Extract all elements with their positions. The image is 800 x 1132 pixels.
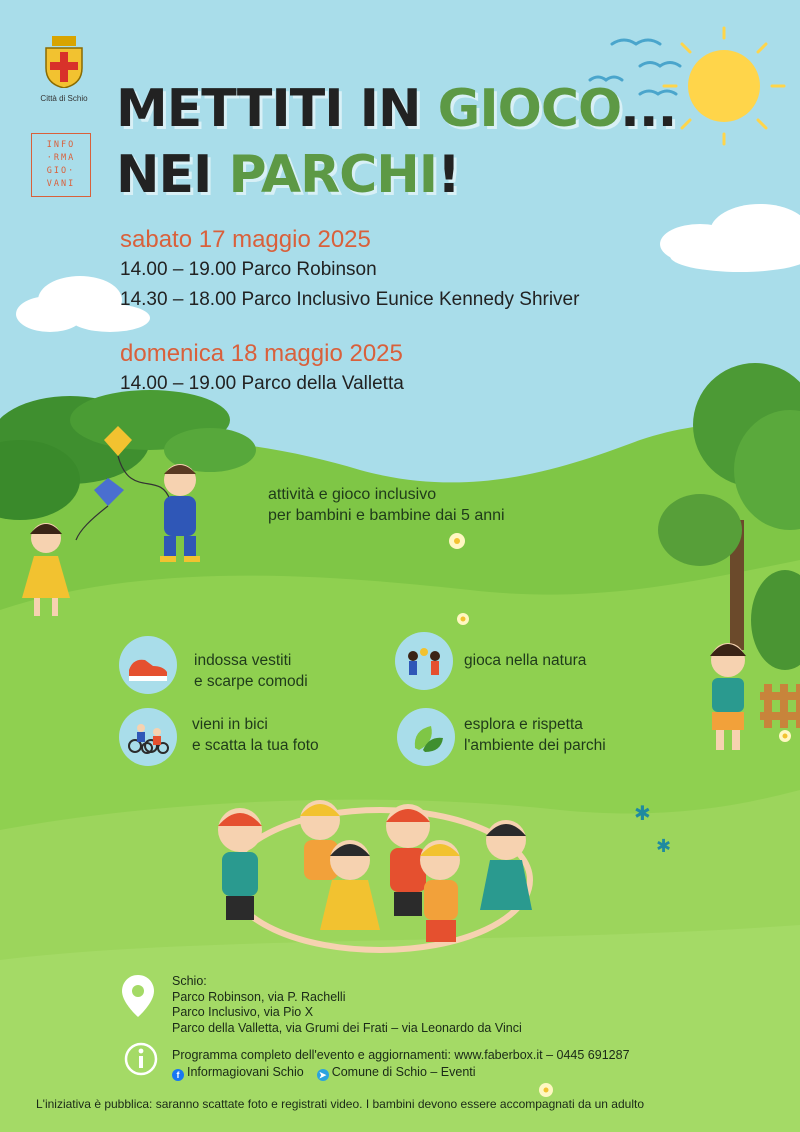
day1-time-2: 14.30 – 18.00 Parco Inclusivo Eunice Kennedy Shriver bbox=[120, 289, 580, 310]
location-city: Schio: bbox=[172, 974, 207, 988]
tip-line: indossa vestiti bbox=[194, 652, 292, 669]
sneaker-icon bbox=[119, 636, 177, 694]
day2-time-1: 14.00 – 19.00 Parco della Valletta bbox=[120, 373, 404, 394]
leaf-icon bbox=[397, 708, 455, 766]
facebook-label: Informagiovani Schio bbox=[187, 1065, 304, 1079]
tip-bike bbox=[192, 714, 319, 756]
city-logo bbox=[36, 36, 92, 103]
coat-of-arms-icon bbox=[42, 36, 86, 88]
location-park: Parco Inclusivo, via Pio X bbox=[172, 1005, 314, 1019]
tip-line: vieni in bici bbox=[192, 716, 268, 733]
telegram-label: Comune di Schio – Eventi bbox=[331, 1065, 476, 1079]
title-line-1 bbox=[116, 76, 676, 142]
title-highlight: GIOCO bbox=[437, 79, 621, 139]
city-logo-caption: Città di Schio bbox=[40, 94, 88, 103]
day2-date: domenica 18 maggio 2025 bbox=[120, 340, 403, 367]
title-text: NEI bbox=[116, 145, 229, 205]
page-title bbox=[116, 76, 676, 208]
social-links bbox=[172, 1065, 476, 1081]
location-pin-icon bbox=[120, 973, 156, 1023]
telegram-icon: ➤ bbox=[317, 1069, 329, 1081]
activity-line: attività e gioco inclusivo bbox=[268, 486, 437, 503]
activity-description bbox=[268, 484, 505, 526]
info-icon bbox=[124, 1042, 158, 1080]
tip-line: e scarpe comodi bbox=[194, 673, 308, 690]
tip-nature: gioca nella natura bbox=[464, 652, 587, 669]
tip-line: esplora e rispetta bbox=[464, 716, 583, 733]
tip-clothes bbox=[194, 650, 308, 692]
day1-date: sabato 17 maggio 2025 bbox=[120, 226, 371, 253]
informagiovani-logo bbox=[31, 133, 91, 197]
location-park: Parco della Valletta, via Grumi dei Frati – via Leonardo da Vinci bbox=[172, 1020, 522, 1035]
svg-text:✱: ✱ bbox=[634, 801, 651, 825]
informagiovani-line: GIO· bbox=[46, 166, 76, 176]
title-text: ! bbox=[437, 145, 460, 205]
kids-ball-icon bbox=[395, 632, 453, 690]
location-park: Parco Robinson, via P. Rachelli bbox=[172, 989, 346, 1004]
title-text: METTITI IN bbox=[116, 79, 438, 139]
tip-line: l'ambiente dei parchi bbox=[464, 737, 606, 754]
footer-notice: L'iniziativa è pubblica: saranno scattate foto e registrati video. I bambini devono essere accompagnati da un adulto bbox=[36, 1097, 644, 1111]
program-info: Programma completo dell'evento e aggiornamenti: www.faberbox.it – 0445 691287 bbox=[172, 1048, 630, 1062]
informagiovani-line: ·RMA bbox=[46, 153, 76, 163]
day1-time-1: 14.00 – 19.00 Parco Robinson bbox=[120, 259, 377, 280]
title-line-2 bbox=[116, 142, 676, 208]
tip-environment bbox=[464, 714, 606, 756]
title-text: ... bbox=[620, 79, 677, 139]
location-list bbox=[172, 974, 522, 1036]
informagiovani-line: INFO bbox=[46, 140, 76, 150]
bicycle-icon bbox=[119, 708, 177, 766]
facebook-icon: f bbox=[172, 1069, 184, 1081]
tip-line: e scatta la tua foto bbox=[192, 737, 319, 754]
svg-text:✱: ✱ bbox=[656, 836, 672, 857]
title-highlight: PARCHI bbox=[228, 145, 438, 205]
activity-line: per bambini e bambine dai 5 anni bbox=[268, 507, 505, 524]
informagiovani-line: VANI bbox=[46, 179, 76, 189]
